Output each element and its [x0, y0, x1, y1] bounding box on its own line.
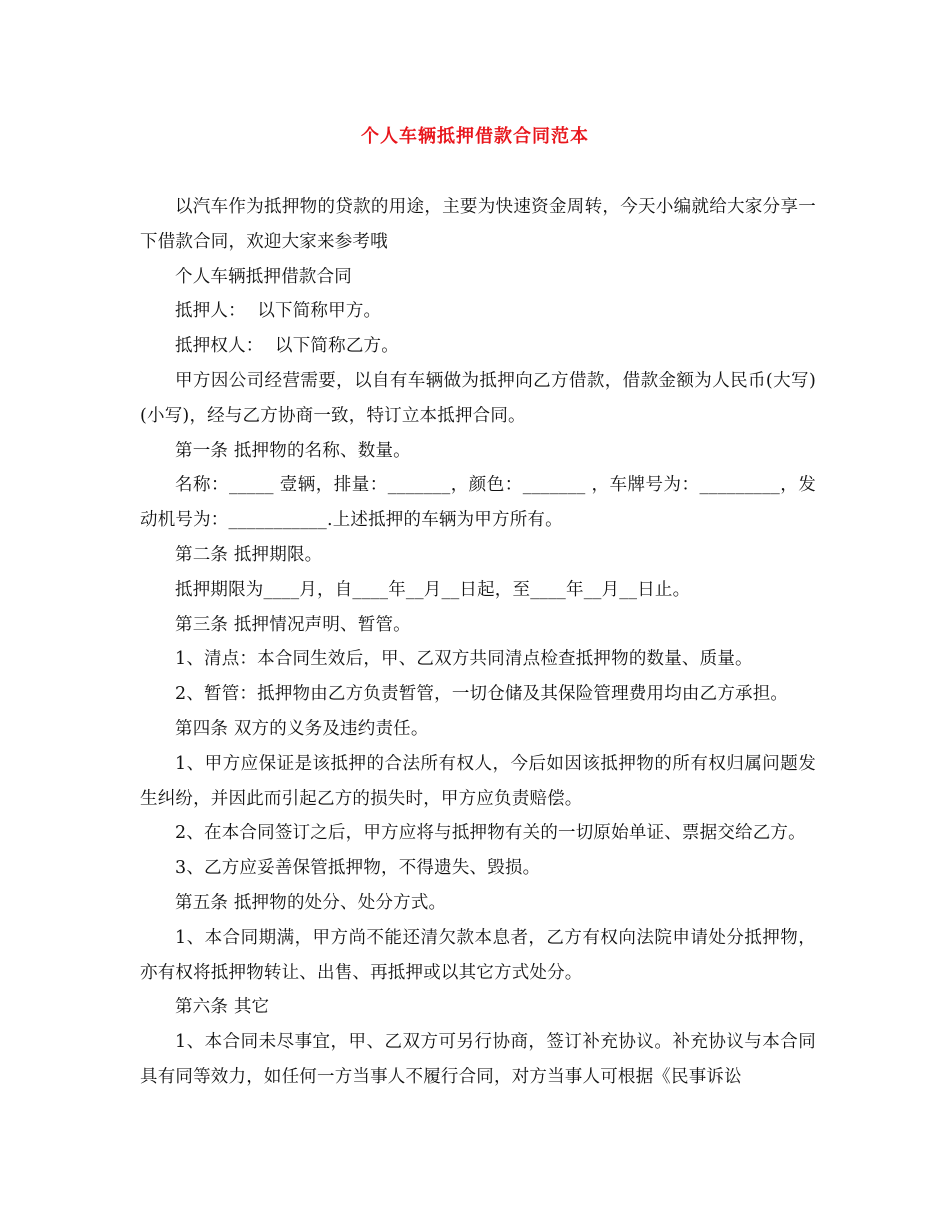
document-title: 个人车辆抵押借款合同范本 — [361, 126, 589, 147]
article-1-clause: 名称：_____ 壹辆，排量：_______，颜色：_______ ，车牌号为：_________，发动机号为：___________.上述抵押的车辆为甲方所有。 — [140, 475, 816, 531]
intro-paragraph: 以汽车作为抵押物的贷款的用途，主要为快速资金周转，今天小编就给大家分享一下借款合同，欢迎大家来参考哦 — [140, 197, 816, 252]
article-2-clause: 抵押期限为____月，自____年__月__日起，至____年__月__日止。 — [175, 579, 691, 600]
document-body — [140, 190, 816, 1095]
article-3-clause-1: 1、清点：本合同生效后，甲、乙双方共同清点检查抵押物的数量、质量。 — [175, 649, 753, 670]
article-5-heading: 第五条 抵押物的处分、处分方式。 — [175, 892, 447, 913]
article-4-heading: 第四条 双方的义务及违约责任。 — [175, 718, 429, 739]
article-6-heading: 第六条 其它 — [175, 997, 270, 1018]
article-5-clause-1: 1、本合同期满，甲方尚不能还清欠款本息者，乙方有权向法院申请处分抵押物，亦有权将抵押物转让、出售、再抵押或以其它方式处分。 — [140, 927, 816, 983]
article-4-clause-2: 2、在本合同签订之后，甲方应将与抵押物有关的一切原始单证、票据交给乙方。 — [175, 823, 806, 844]
preamble-paragraph: 甲方因公司经营需要，以自有车辆做为抵押向乙方借款，借款金额为人民币(大写)(小写)，经与乙方协商一致，特订立本抵押合同。 — [140, 370, 816, 426]
article-2-heading: 第二条 抵押期限。 — [175, 544, 323, 565]
contract-heading: 个人车辆抵押借款合同 — [175, 266, 352, 287]
article-4-clause-3: 3、乙方应妥善保管抵押物，不得遗失、毁损。 — [175, 858, 541, 879]
mortgagor-line: 抵押人： 以下简称甲方。 — [175, 301, 382, 322]
article-1-heading: 第一条 抵押物的名称、数量。 — [175, 440, 411, 461]
article-6-clause-1: 1、本合同未尽事宜，甲、乙双方可另行协商，签订补充协议。补充协议与本合同具有同等效力，如任何一方当事人不履行合同，对方当事人可根据《民事诉讼 — [140, 1032, 816, 1087]
article-3-clause-2: 2、暂管：抵押物由乙方负责暂管，一切仓储及其保险管理费用均由乙方承担。 — [175, 684, 789, 705]
article-4-clause-1: 1、甲方应保证是该抵押的合法所有权人，今后如因该抵押物的所有权归属问题发生纠纷，并因此而引起乙方的损失时，甲方应负责赔偿。 — [140, 753, 816, 809]
mortgagee-line: 抵押权人： 以下简称乙方。 — [175, 336, 399, 357]
article-3-heading: 第三条 抵押情况声明、暂管。 — [175, 614, 411, 635]
